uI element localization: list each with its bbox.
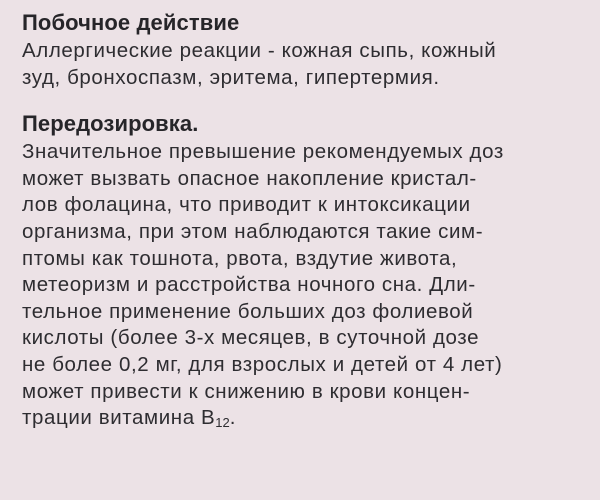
side-effects-line: зуд, бронхоспазм, эритема, гипертермия. <box>22 65 440 89</box>
vitamin-subscript: 12 <box>215 415 230 431</box>
overdose-last-line-text: трации витамина В <box>22 406 216 430</box>
overdose-last-line-end: . <box>229 406 237 430</box>
overdose-line: Значительное превышение рекомендуемых доз <box>22 140 504 164</box>
side-effects-section <box>22 10 582 91</box>
section-gap <box>22 91 582 111</box>
overdose-heading: Передозировка. <box>22 111 199 137</box>
side-effects-heading: Побочное действие <box>22 10 240 35</box>
side-effects-line: Аллергические реакции - кожная сыпь, кожный <box>22 39 497 62</box>
overdose-line: метеоризм и расстройства ночного сна. Дли- <box>22 273 476 297</box>
overdose-line: птомы как тошнота, рвота, вздутие живота, <box>22 246 458 270</box>
overdose-line: кислоты (более 3-х месяцев, в суточной дозе <box>22 326 480 350</box>
overdose-line: может вызвать опасное накопление кристал- <box>22 166 477 190</box>
overdose-line: тельное применение больших доз фолиевой <box>22 299 474 323</box>
overdose-last-line <box>22 405 582 437</box>
overdose-line: организма, при этом наблюдаются такие сим- <box>22 219 484 243</box>
overdose-section <box>22 111 582 437</box>
overdose-line: лов фолацина, что приводит к интоксикации <box>22 193 471 217</box>
overdose-line: не более 0,2 мг, для взрослых и детей от 4 лет) <box>22 352 503 376</box>
overdose-line: может привести к снижению в крови концен- <box>22 379 471 403</box>
